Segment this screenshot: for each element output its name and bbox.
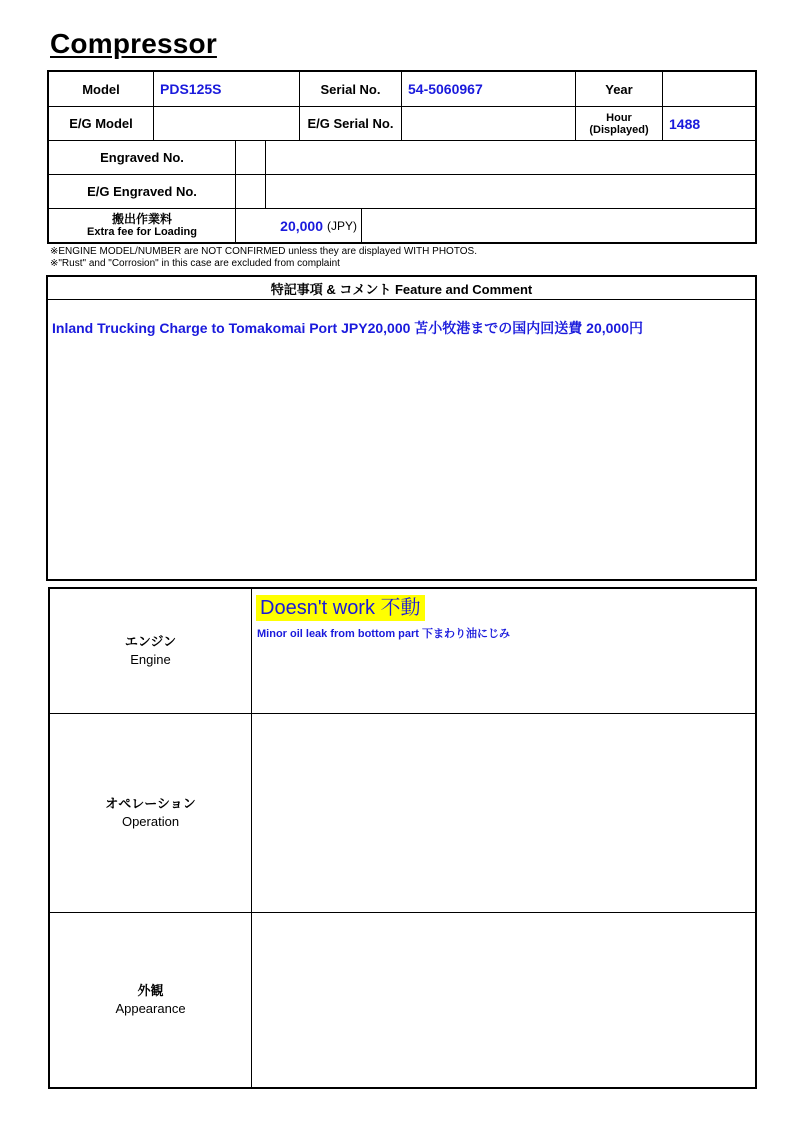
model-label: Model bbox=[82, 81, 120, 97]
header-row-eg bbox=[49, 106, 755, 140]
engine-label bbox=[50, 589, 252, 713]
header-row-fee bbox=[49, 208, 755, 242]
hour-label-line1: Hour bbox=[606, 111, 632, 124]
operation-row bbox=[50, 713, 755, 912]
header-row-model bbox=[49, 72, 755, 106]
page-title: Compressor bbox=[50, 28, 217, 59]
eg-serial-value bbox=[401, 107, 575, 140]
serial-label: Serial No. bbox=[299, 72, 401, 106]
eg-model-value bbox=[153, 107, 299, 140]
appearance-content bbox=[252, 913, 755, 1087]
condition-table bbox=[48, 587, 757, 1089]
fee-label bbox=[49, 209, 235, 242]
hour-value: 1488 bbox=[662, 107, 755, 140]
engraved-value bbox=[265, 141, 755, 174]
comment-box bbox=[46, 275, 757, 581]
appearance-label bbox=[50, 913, 252, 1087]
fee-extra-cell bbox=[361, 209, 755, 242]
engine-status: Doesn't work 不動 bbox=[256, 595, 425, 621]
appearance-label-jp: 外観 bbox=[137, 983, 164, 998]
engine-label-jp: エンジン bbox=[124, 634, 177, 649]
eg-engraved-small-cell bbox=[235, 175, 265, 208]
fee-label-jp: 搬出作業料 bbox=[111, 211, 172, 226]
eg-serial-label: E/G Serial No. bbox=[299, 107, 401, 140]
year-label: Year bbox=[575, 72, 662, 106]
eg-model-label: E/G Model bbox=[69, 116, 133, 131]
header-row-engraved bbox=[49, 140, 755, 174]
operation-content bbox=[252, 714, 755, 912]
comment-heading: 特記事項 & コメント Feature and Comment bbox=[48, 277, 755, 300]
hour-label-line2: (Displayed) bbox=[589, 123, 649, 136]
header-table bbox=[47, 70, 757, 244]
operation-label-en: Operation bbox=[121, 814, 180, 829]
hour-label bbox=[575, 107, 662, 140]
appearance-row bbox=[50, 912, 755, 1087]
engine-content bbox=[252, 589, 755, 713]
comment-text: Inland Trucking Charge to Tomakomai Port JPY20,000 苫小牧港までの国内回送費 20,000円 bbox=[52, 320, 643, 336]
engraved-small-cell bbox=[235, 141, 265, 174]
engraved-label: Engraved No. bbox=[100, 150, 184, 165]
model-value: PDS125S bbox=[153, 72, 299, 106]
header-row-eg-engraved bbox=[49, 174, 755, 208]
eg-engraved-value bbox=[265, 175, 755, 208]
note-engine: ※ENGINE MODEL/NUMBER are NOT CONFIRMED unless they are displayed WITH PHOTOS. bbox=[50, 246, 477, 257]
fee-unit: (JPY) bbox=[327, 218, 357, 233]
eg-engraved-label: E/G Engraved No. bbox=[87, 184, 197, 199]
year-value bbox=[662, 72, 755, 106]
fee-value-cell bbox=[235, 209, 361, 242]
fee-label-en: Extra fee for Loading bbox=[86, 225, 198, 238]
engine-label-en: Engine bbox=[130, 652, 171, 667]
appearance-label-en: Appearance bbox=[115, 1001, 186, 1016]
engine-row bbox=[50, 589, 755, 713]
operation-label bbox=[50, 714, 252, 912]
note-rust: ※"Rust" and "Corrosion" in this case are excluded from complaint bbox=[50, 258, 340, 269]
engine-note: Minor oil leak from bottom part 下まわり油にじみ bbox=[257, 628, 511, 640]
disclaimer-notes bbox=[50, 246, 477, 270]
serial-value: 54-5060967 bbox=[401, 72, 575, 106]
operation-label-jp: オペレーション bbox=[105, 796, 196, 811]
fee-value: 20,000 bbox=[280, 217, 323, 234]
